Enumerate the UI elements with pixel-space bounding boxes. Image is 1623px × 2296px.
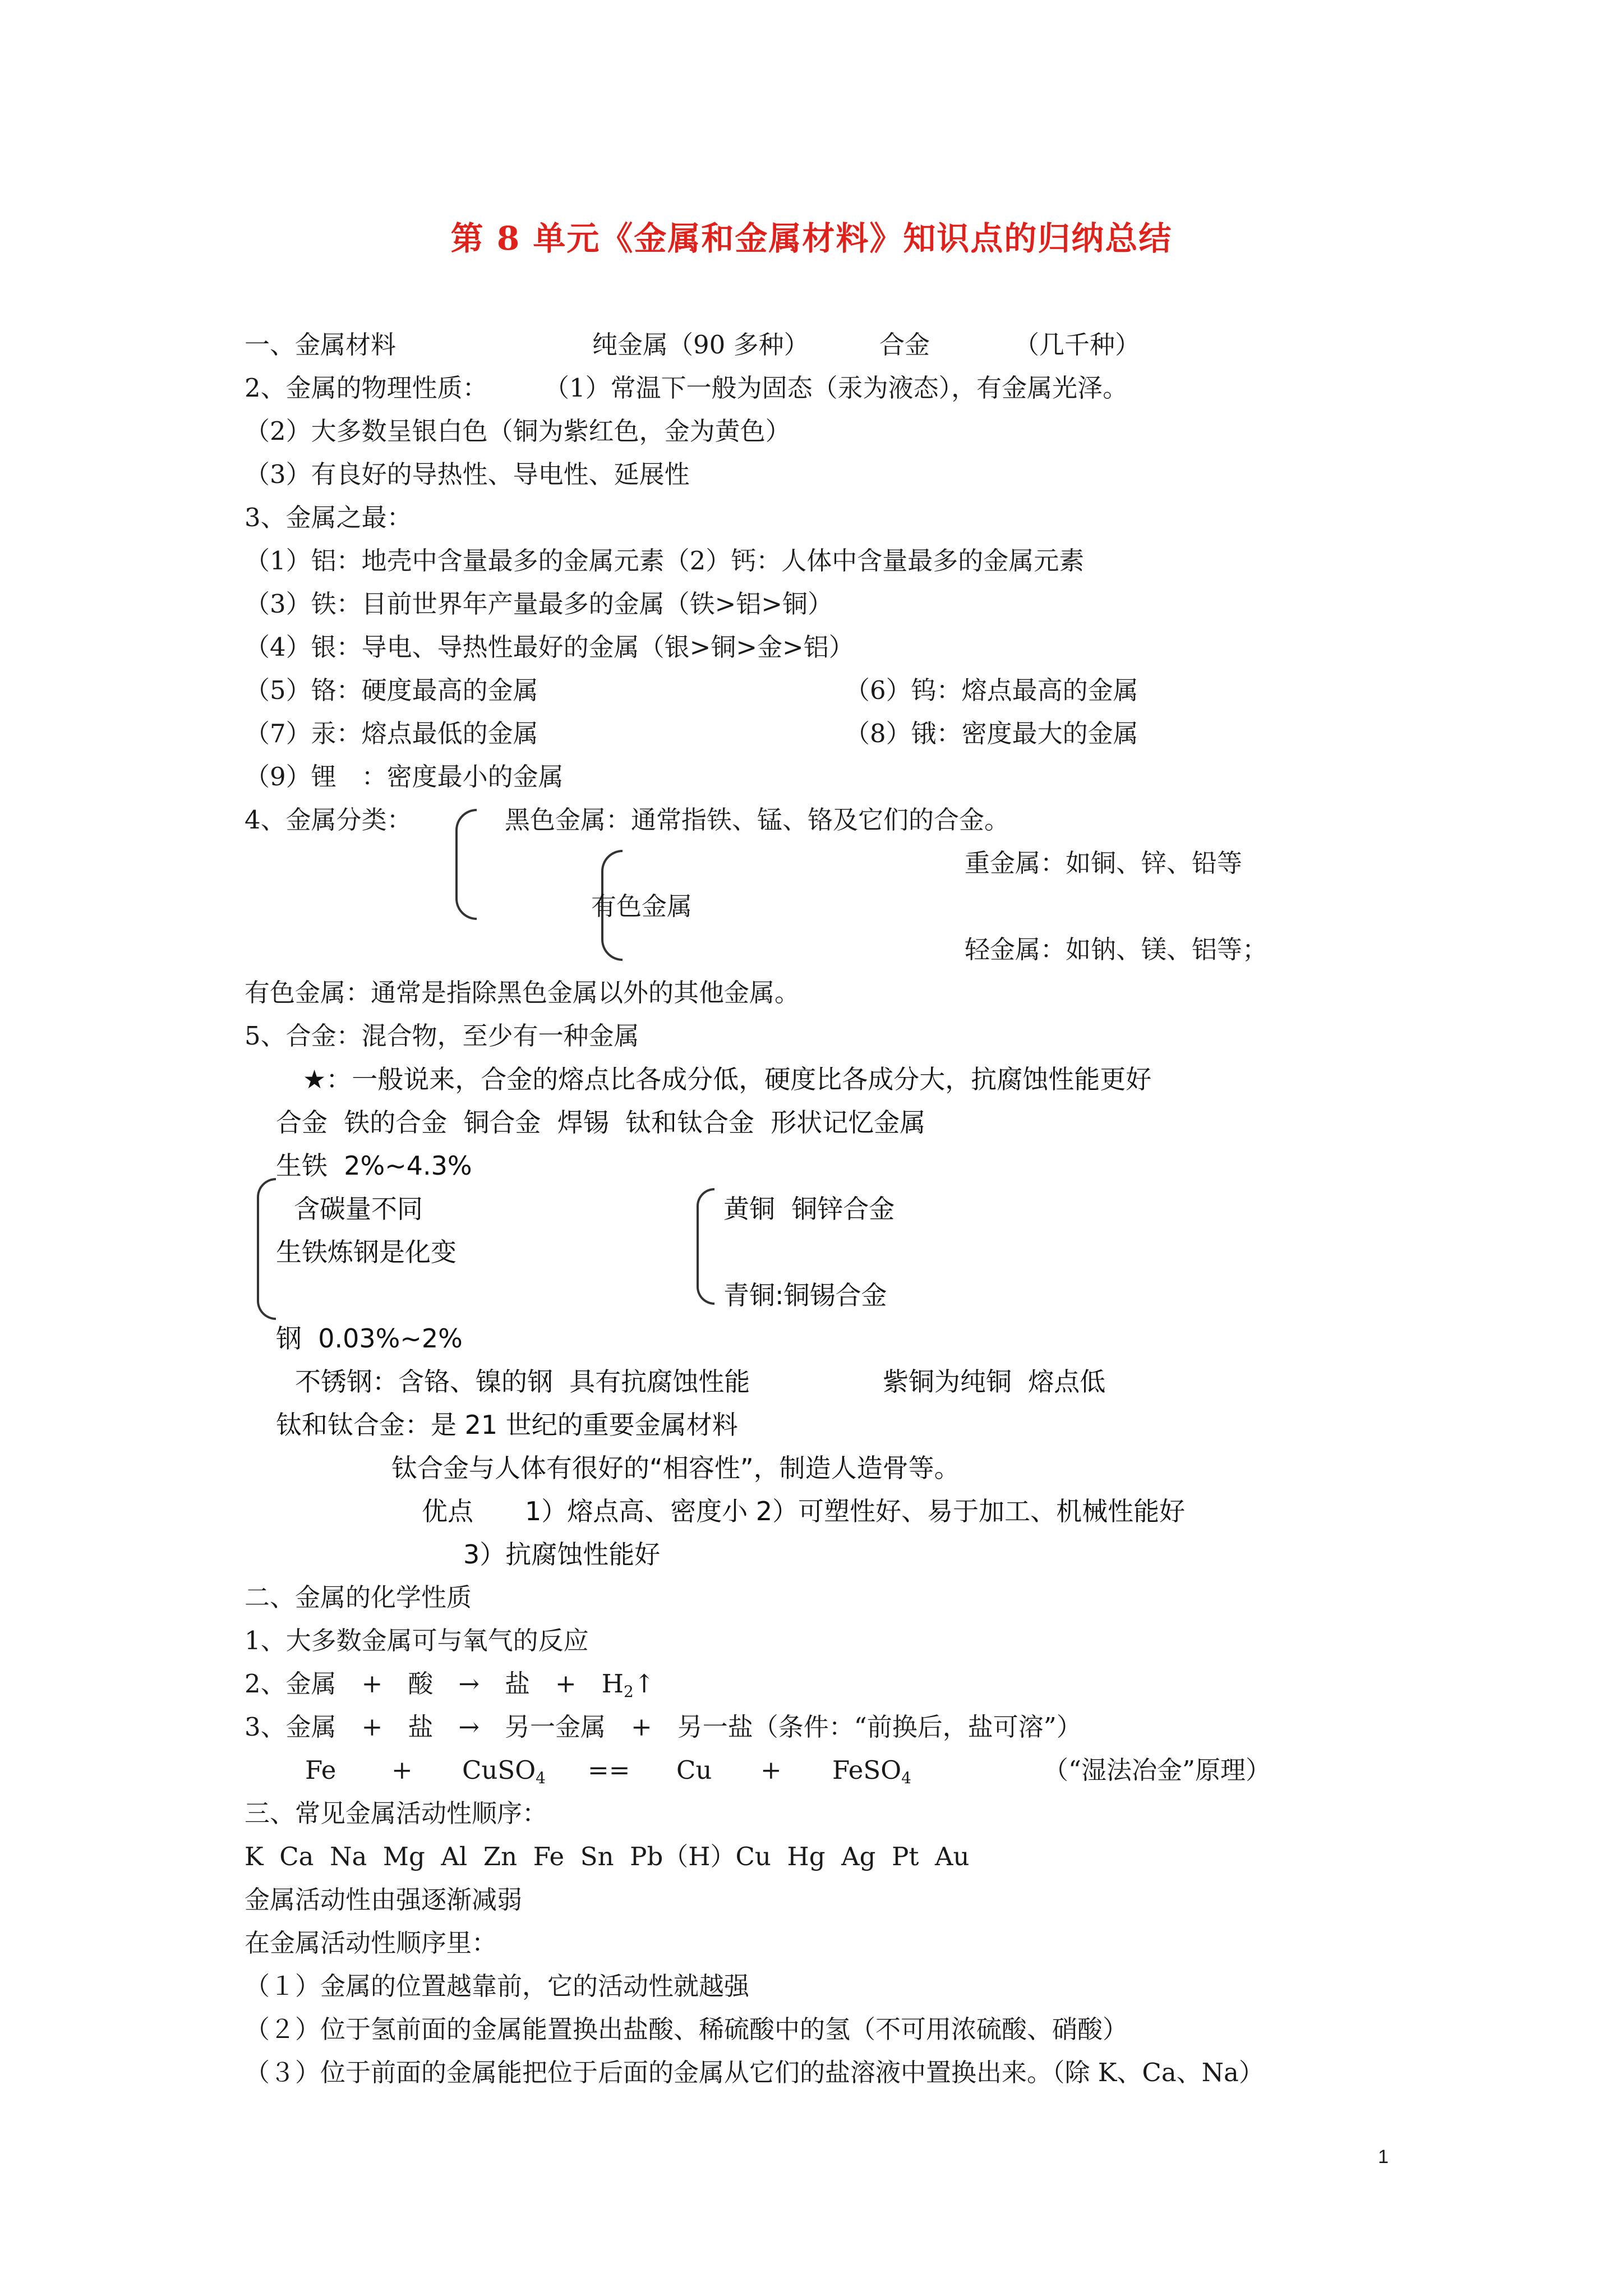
heavy-metals: 重金属：如铜、锌、铅等 xyxy=(965,848,1243,878)
hydrometallurgy-note: （“湿法冶金”原理） xyxy=(1043,1755,1271,1785)
titanium-compatibility: 钛合金与人体有很好的“相容性”，制造人造骨等。 xyxy=(391,1453,960,1483)
metal-superlatives-head: 3、金属之最： xyxy=(245,503,412,532)
bronze: 青铜:铜锡合金 xyxy=(723,1280,887,1310)
alloy-head: 5、合金：混合物，至少有一种金属 xyxy=(245,1021,639,1051)
alloy-types: 合金 铁的合金 铜合金 焊锡 钛和钛合金 形状记忆金属 xyxy=(276,1107,926,1138)
physical-property-3: （3）有良好的导热性、导电性、延展性 xyxy=(245,459,690,489)
superlative-chromium: （5）铬：硬度最高的金属 xyxy=(245,675,538,705)
physical-property-2: （2）大多数呈银白色（铜为紫红色，金为黄色） xyxy=(245,416,791,446)
oxygen-reaction: 1、大多数金属可与氧气的反应 xyxy=(245,1626,589,1655)
equation-plus-2: + xyxy=(760,1755,782,1785)
ferrous-metals: 黑色金属：通常指铁、锰、铬及它们的合金。 xyxy=(505,805,1010,835)
superlative-mercury: （7）汞：熔点最低的金属 xyxy=(245,719,538,748)
classification-head: 4、金属分类： xyxy=(245,805,412,835)
equation-fe: Fe xyxy=(305,1755,336,1785)
pure-metal-label: 纯金属（90 多种） xyxy=(592,330,809,360)
copper-alloy-brace xyxy=(697,1188,714,1305)
physical-property-1: （1）常温下一般为固态（汞为液态），有金属光泽。 xyxy=(544,373,1128,403)
activity-series-head: 三、常见金属活动性顺序： xyxy=(245,1798,548,1828)
superlative-row-1: （1）铝：地壳中含量最多的金属元素（2）钙：人体中含量最多的金属元素 xyxy=(245,546,1085,576)
alloy-star-note: ★：一般说来，合金的熔点比各成分低，硬度比各成分大，抗腐蚀性能更好 xyxy=(303,1064,1152,1094)
titanium-alloy: 钛和钛合金：是 21 世纪的重要金属材料 xyxy=(276,1410,738,1440)
superlative-row-2: （3）铁：目前世界年产量最多的金属（铁>铝>铜） xyxy=(245,589,833,619)
page-title: 第 8 单元《金属和金属材料》知识点的归纳总结 xyxy=(450,219,1173,257)
equation-equals: == xyxy=(588,1755,630,1785)
activity-rule-2: （２）位于氢前面的金属能置换出盐酸、稀硫酸中的氢（不可用浓硫酸、硝酸） xyxy=(245,2014,1128,2044)
equation-cuso4: CuSO$_4$ xyxy=(462,1755,546,1787)
alloy-label: 合金 xyxy=(879,330,930,360)
superlative-row-3: （4）银：导电、导热性最好的金属（银>铜>金>铝） xyxy=(245,632,854,662)
equation-plus-1: + xyxy=(391,1755,413,1785)
carbon-content-note: 含碳量不同 xyxy=(294,1194,423,1224)
nonferrous-label: 有色金属 xyxy=(591,891,693,921)
nonferrous-note: 有色金属：通常是指除黑色金属以外的其他金属。 xyxy=(245,978,800,1007)
superlative-lithium: （9）锂 ：密度最小的金属 xyxy=(245,762,564,792)
titanium-advantages: 优点 1）熔点高、密度小 2）可塑性好、易于加工、机械性能好 xyxy=(422,1496,1186,1526)
chemical-properties-head: 二、金属的化学性质 xyxy=(245,1582,472,1612)
stainless-steel: 不锈钢：含铬、镍的钢 具有抗腐蚀性能 xyxy=(295,1366,750,1397)
acid-reaction: 2、金属 + 酸 → 盐 + $H_2↑$ xyxy=(245,1669,655,1701)
equation-cu: Cu xyxy=(676,1755,712,1785)
classification-brace xyxy=(455,809,477,920)
alloy-count: （几千种） xyxy=(1014,330,1141,360)
superlative-tungsten: （6）钨：熔点最高的金属 xyxy=(845,675,1138,705)
equation-feso4: FeSO$_4$ xyxy=(832,1755,911,1787)
page-number: 1 xyxy=(1378,2146,1389,2168)
activity-rule-3: （３）位于前面的金属能把位于后面的金属从它们的盐溶液中置换出来。（除 K、Ca、Na） xyxy=(245,2058,1264,2087)
steel: 钢 0.03%~2% xyxy=(276,1323,463,1354)
salt-reaction: 3、金属 + 盐 → 另一金属 + 另一盐（条件：“前换后，盐可溶”） xyxy=(245,1712,1082,1742)
titanium-advantage-3: 3）抗腐蚀性能好 xyxy=(463,1539,661,1570)
metal-materials-label: 一、金属材料 xyxy=(245,330,396,360)
superlative-osmium: （8）锇：密度最大的金属 xyxy=(845,719,1138,748)
light-metals: 轻金属：如钠、镁、铝等； xyxy=(965,935,1268,964)
activity-series: K Ca Na Mg Al Zn Fe Sn Pb（H）Cu Hg Ag Pt Au xyxy=(245,1842,970,1871)
pig-iron: 生铁 2%~4.3% xyxy=(276,1151,472,1181)
activity-intro: 在金属活动性顺序里： xyxy=(245,1928,497,1958)
brass: 黄铜 铜锌合金 xyxy=(723,1194,895,1224)
red-copper: 紫铜为纯铜 熔点低 xyxy=(883,1366,1106,1397)
iron-alloy-brace xyxy=(257,1178,276,1320)
steelmaking-note: 生铁炼钢是化变 xyxy=(276,1237,457,1267)
physical-properties-head: 2、金属的物理性质： xyxy=(245,373,488,403)
activity-trend: 金属活动性由强逐渐减弱 xyxy=(245,1885,523,1915)
activity-rule-1: （１）金属的位置越靠前，它的活动性就越强 xyxy=(245,1971,750,2001)
